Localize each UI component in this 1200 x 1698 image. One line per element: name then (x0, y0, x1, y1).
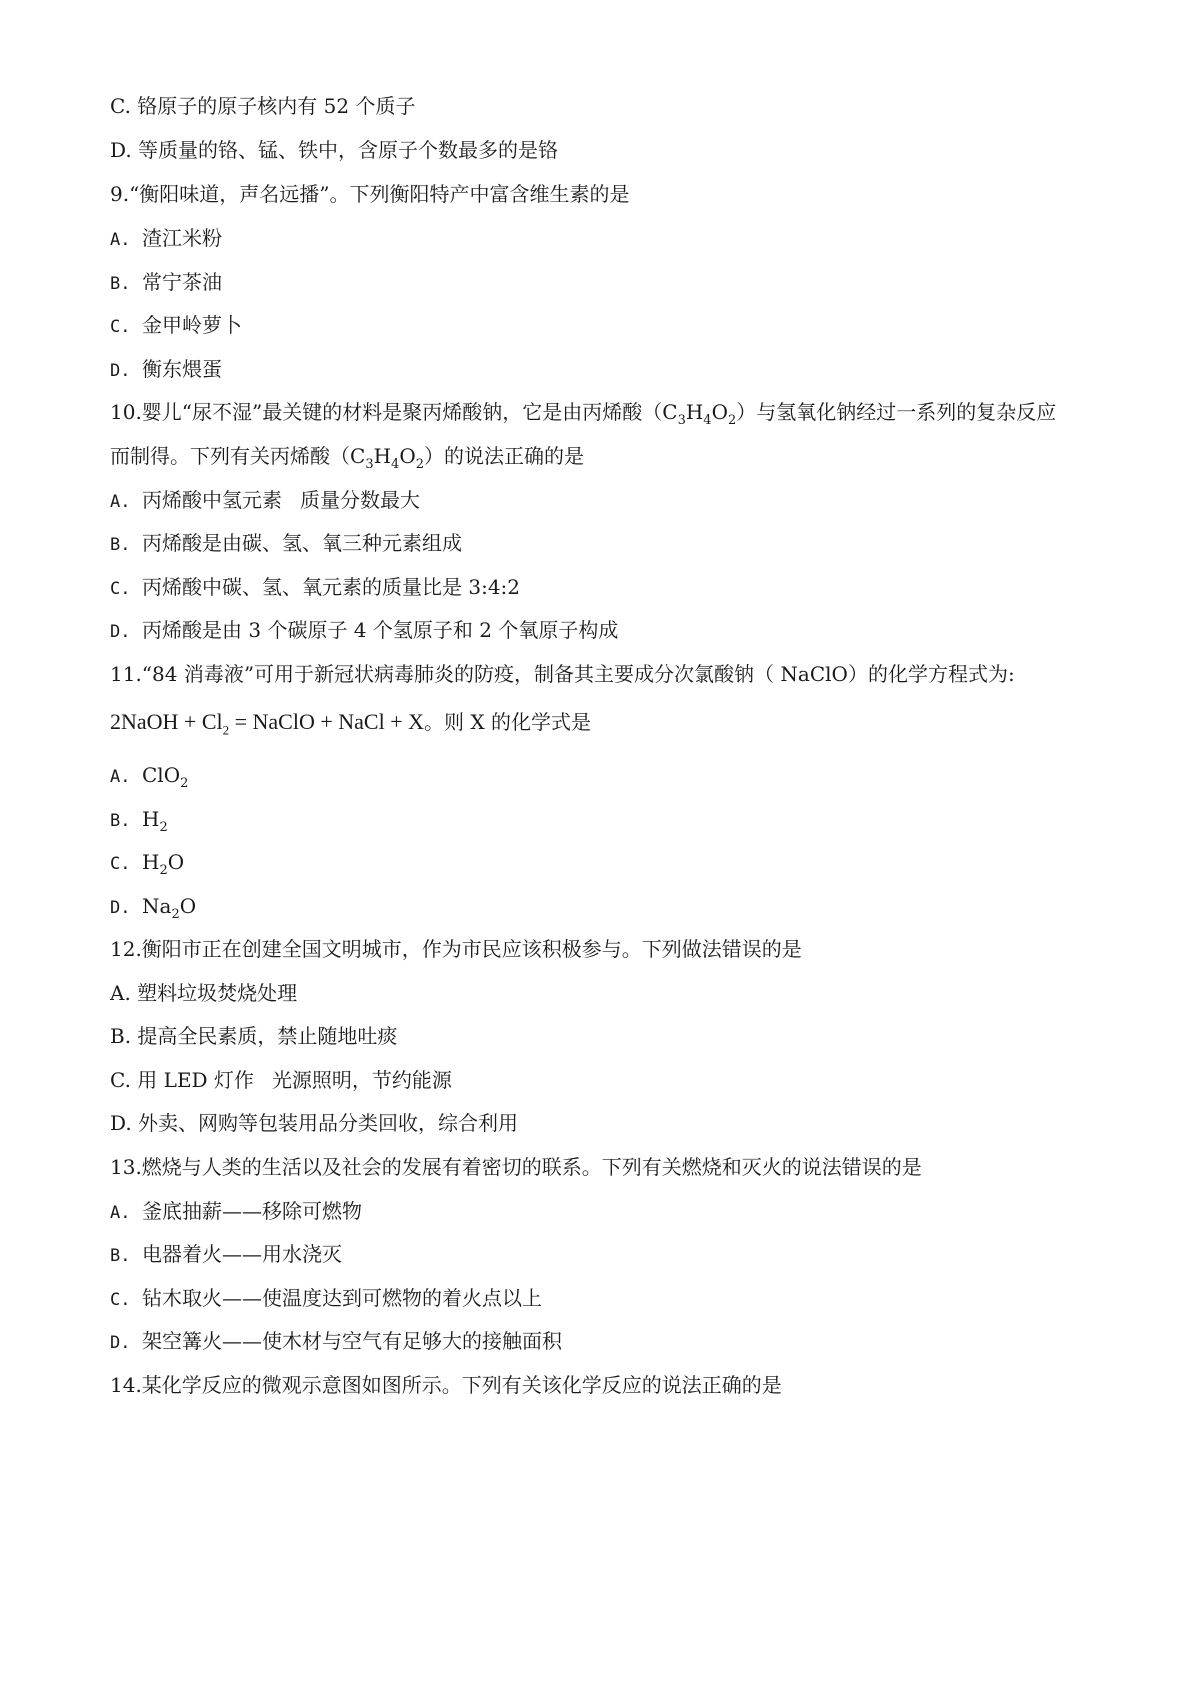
q13-question: 13.燃烧与人类的生活以及社会的发展有着密切的联系。下列有关燃烧和灭火的说法错误的是 (110, 1155, 922, 1179)
option-label: D. (110, 361, 131, 381)
q9-option-a (110, 224, 222, 254)
q9-question: 9.“衡阳味道，声名远播”。下列衡阳特产中富含维生素的是 (110, 182, 630, 206)
option-text: 电器着火——用水浇灭 (142, 1242, 342, 1266)
q11-option-c (110, 848, 184, 878)
formula-o: O (399, 444, 416, 468)
option-text: 丙烯酸中氢元素 (142, 488, 282, 512)
q10-option-a (110, 486, 420, 516)
option-label: D. (110, 1333, 131, 1353)
q11-option-a (110, 761, 188, 791)
option-label: B. (110, 1246, 131, 1266)
q12-question: 12.衡阳市正在创建全国文明城市，作为市民应该积极参与。下列做法错误的是 (110, 937, 802, 961)
q10-text: 与氢氧化钠经过一系列的复杂反应 (756, 400, 1057, 424)
chemical-equation: 2NaOH + $Cl_2$ = NaClO + NaCl + X (110, 709, 424, 738)
option-label: C. (110, 579, 131, 599)
option-text: H (142, 807, 160, 831)
option-text: 丙烯酸中碳、氢、氧元素的质量比是 3:4:2 (142, 575, 521, 599)
option-text: 渣江米粉 (142, 226, 222, 250)
q11-equation-line (110, 708, 591, 736)
q11-option-b (110, 805, 168, 835)
option-text: O (179, 894, 197, 918)
q9-option-c (110, 311, 242, 341)
q11-option-d (110, 892, 196, 922)
option-label: C. (110, 317, 131, 337)
option-text: C. 用 LED 灯作 (110, 1068, 254, 1092)
option-label: A. (110, 767, 131, 787)
option-text: Na (142, 894, 172, 918)
subscript: 2 (159, 820, 168, 835)
q10-text: 而制得。下列有关丙烯酸（C (110, 444, 366, 468)
option-text: 钻木取火——使温度达到可燃物的着火点以上 (142, 1286, 542, 1310)
subscript: 2 (171, 907, 180, 922)
formula-h: H (373, 444, 392, 468)
q12-option-c (110, 1066, 452, 1094)
option-text: 丙烯酸是由 3 个碳原子 4 个氢原子和 2 个氧原子构成 (142, 618, 619, 642)
formula-o: O (711, 400, 728, 424)
q11-text: 。则 X 的化学式是 (424, 710, 591, 734)
option-text: 光源照明，节约能源 (271, 1068, 452, 1092)
option-label: D. (110, 622, 131, 642)
option-label: C. (110, 854, 131, 874)
subscript: 2 (415, 457, 425, 472)
option-text: 丙烯酸是由碳、氢、氧三种元素组成 (142, 531, 462, 555)
q13-option-d (110, 1327, 562, 1357)
subscript: 2 (180, 776, 189, 791)
option-text: H (142, 850, 160, 874)
formula-h: H (685, 400, 704, 424)
q12-option-a: A. 塑料垃圾焚烧处理 (110, 981, 298, 1005)
option-text: 质量分数最大 (300, 488, 420, 512)
option-text: 架空篝火——使木材与空气有足够大的接触面积 (142, 1329, 562, 1353)
q9-option-d (110, 355, 222, 385)
subscript: 4 (391, 457, 400, 472)
subscript: 2 (222, 722, 230, 738)
subscript: 2 (727, 413, 737, 428)
q8-option-c: C. 铬原子的原子核内有 52 个质子 (110, 94, 416, 118)
q10-text: 10.婴儿“尿不湿”最关键的材料是聚丙烯酸钠，它是由丙烯酸（C (110, 400, 678, 424)
q12-option-b: B. 提高全民素质，禁止随地吐痰 (110, 1024, 398, 1048)
option-text: ClO (142, 763, 181, 787)
close-paren: ） (736, 400, 757, 424)
q8-option-d: D. 等质量的铬、锰、铁中，含原子个数最多的是铬 (110, 138, 559, 162)
option-label: D. (110, 898, 131, 918)
option-label: A. (110, 492, 131, 512)
q13-option-a (110, 1197, 362, 1227)
subscript: 2 (159, 863, 168, 878)
q10-question-line-2 (110, 442, 584, 470)
option-text: 金甲岭萝卜 (142, 313, 242, 337)
q13-option-c (110, 1284, 542, 1314)
option-text: 釜底抽薪——移除可燃物 (142, 1199, 362, 1223)
option-label: C. (110, 1290, 131, 1310)
option-text: 衡东煨蛋 (142, 357, 222, 381)
option-label: A. (110, 1203, 131, 1223)
q14-question: 14.某化学反应的微观示意图如图所示。下列有关该化学反应的说法正确的是 (110, 1373, 782, 1397)
q10-text: 的说法正确的是 (444, 444, 585, 468)
subscript: 3 (365, 457, 374, 472)
q10-option-b (110, 529, 462, 559)
option-label: B. (110, 274, 131, 294)
option-label: A. (110, 230, 131, 250)
q13-option-b (110, 1240, 342, 1270)
q10-question-line-1 (110, 398, 1056, 426)
option-text: 常宁茶油 (142, 270, 222, 294)
subscript: 3 (677, 413, 686, 428)
q11-question-line-1: 11.“84 消毒液”可用于新冠状病毒肺炎的防疫，制备其主要成分次氯酸钠（ NaClO）的化学方程式为: (110, 662, 1015, 686)
q10-option-c (110, 573, 520, 603)
option-label: B. (110, 811, 131, 831)
option-text: O (167, 850, 185, 874)
q10-option-d (110, 616, 618, 646)
subscript: 4 (703, 413, 712, 428)
q12-option-d: D. 外卖、网购等包装用品分类回收，综合利用 (110, 1111, 519, 1135)
close-paren: ） (424, 444, 445, 468)
q9-option-b (110, 268, 222, 298)
option-label: B. (110, 535, 131, 555)
